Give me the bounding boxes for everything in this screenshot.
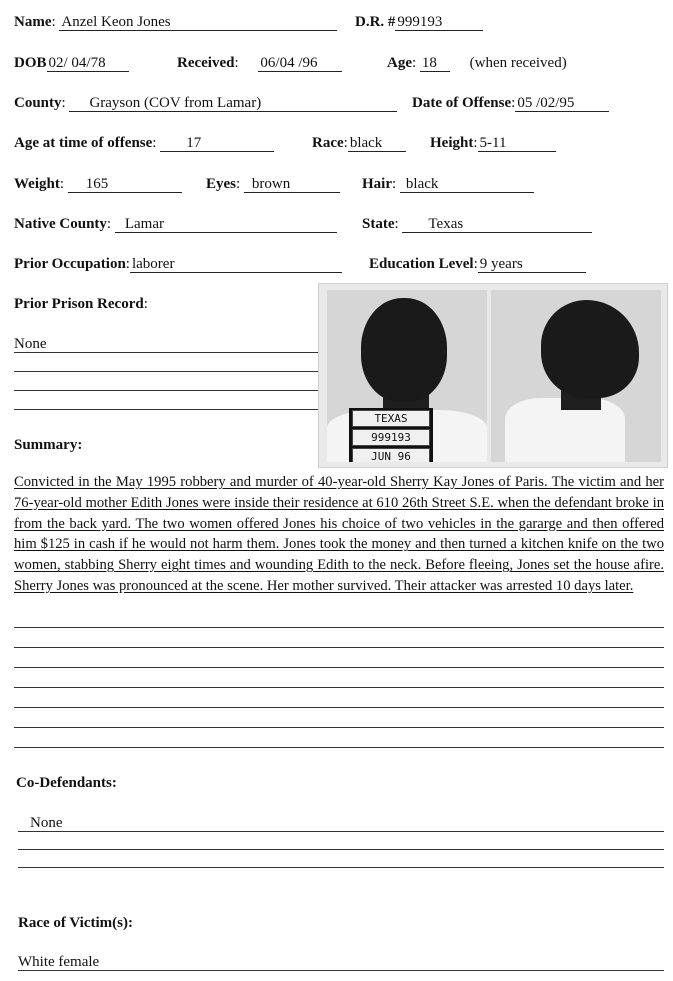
mugshot-photo (318, 283, 668, 468)
height-row: Height: 5-11 (430, 135, 556, 152)
received-value: 06/04 /96 (258, 55, 342, 72)
weight-label: Weight (14, 176, 60, 192)
summary-text: Convicted in the May 1995 robbery and murder of 40-year-old Sherry Kay Jones of Paris. The victim and her 76-year-old mother Edith Jones were inside their residence at 610 26th Street S.E. when the defendant broke in from the back yard. The two women offered Jones his choice of two vehicles in the gararge and then offered him $125 in cash if he would not harm them. Jones took the money and then turned a kitchen knife on the two women, stabbing Sherry eight times and wounding Edith to the neck. Before fleeing, Jones set the house afire. Sherry Jones was pronounced at the scene. Her mother survived. Their attacker was arrested 10 days later. (14, 474, 664, 594)
codefendants-value: None (30, 815, 63, 831)
victim-race-line (18, 970, 664, 971)
race-value: black (348, 135, 406, 152)
codefendants-line-3 (18, 867, 664, 868)
race-label: Race (312, 135, 344, 151)
height-label: Height (430, 135, 474, 151)
summary-line-7 (14, 747, 664, 748)
summary-line-1 (14, 627, 664, 628)
victim-race-label: Race of Victim(s): (18, 915, 133, 931)
received-row: Received: 06/04 /96 (177, 55, 342, 72)
native-county-value: Lamar (115, 216, 337, 233)
education-label: Education Level (369, 256, 474, 272)
dob-row (14, 55, 129, 72)
height-value: 5-11 (478, 135, 556, 152)
prison-record-line-3 (14, 390, 318, 391)
offense-date-value: 05 /02/95 (515, 95, 609, 112)
age-label: Age (387, 55, 412, 71)
victim-race-value: White female (18, 954, 100, 970)
prison-record-line-2 (14, 371, 318, 372)
prison-record-line-4 (14, 409, 318, 410)
dr-label: D.R. # (355, 14, 396, 30)
state-row: State: Texas (362, 216, 592, 233)
hair-value: black (400, 176, 534, 193)
hair-row: Hair: black (362, 176, 534, 193)
eyes-label: Eyes (206, 176, 236, 192)
dob-value: 02/ 04/78 (47, 55, 129, 72)
county-value: Grayson (COV from Lamar) (69, 95, 397, 112)
occupation-label: Prior Occupation (14, 256, 126, 272)
offense-date-label: Date of Offense (412, 95, 512, 111)
age-note: (when received) (469, 55, 567, 71)
occupation-value: laborer (130, 256, 342, 273)
hair-label: Hair (362, 176, 392, 192)
mugshot-front-view (327, 290, 487, 462)
native-county-row: Native County: Lamar (14, 216, 337, 233)
age-row: Age: 18 (when received) (387, 55, 567, 71)
name-value: Anzel Keon Jones (59, 14, 337, 31)
codefendants-label: Co-Defendants: (16, 775, 117, 791)
age-offense-row: Age at time of offense: 17 (14, 135, 274, 152)
native-county-label: Native County (14, 216, 107, 232)
booking-placard (349, 408, 433, 462)
placard-line-3: JUN 96 (352, 448, 430, 462)
prison-record-value: None (14, 336, 47, 352)
summary-line-4 (14, 687, 664, 688)
state-value: Texas (402, 216, 592, 233)
weight-row: Weight: 165 (14, 176, 182, 193)
placard-line-2: 999193 (352, 429, 430, 446)
age-value: 18 (420, 55, 450, 72)
eyes-value: brown (244, 176, 340, 193)
name-row: Name: Anzel Keon Jones (14, 14, 337, 31)
summary-line-2 (14, 647, 664, 648)
education-row: Education Level: 9 years (369, 256, 586, 273)
state-label: State (362, 216, 395, 232)
education-value: 9 years (478, 256, 586, 273)
received-label: Received (177, 55, 235, 71)
dr-value: 999193 (395, 14, 483, 31)
age-offense-label: Age at time of offense (14, 135, 153, 151)
age-offense-value: 17 (160, 135, 274, 152)
county-row: County: Grayson (COV from Lamar) (14, 95, 397, 112)
prison-record-label: Prior Prison Record: (14, 296, 148, 312)
offense-date-row: Date of Offense: 05 /02/95 (412, 95, 609, 112)
dr-row (355, 14, 483, 31)
dob-label: DOB (14, 55, 47, 71)
summary-label: Summary: (14, 437, 83, 453)
summary-line-5 (14, 707, 664, 708)
county-label: County (14, 95, 62, 111)
race-row: Race: black (312, 135, 406, 152)
mugshot-profile-view (491, 290, 661, 462)
occupation-row: Prior Occupation: laborer (14, 256, 342, 273)
prison-record-line-1 (14, 352, 318, 353)
summary-line-3 (14, 667, 664, 668)
placard-line-1: TEXAS (352, 410, 430, 427)
codefendants-line-2 (18, 849, 664, 850)
codefendants-line-1 (18, 831, 664, 832)
eyes-row: Eyes: brown (206, 176, 340, 193)
weight-value: 165 (68, 176, 182, 193)
summary-line-6 (14, 727, 664, 728)
name-label: Name (14, 14, 52, 30)
